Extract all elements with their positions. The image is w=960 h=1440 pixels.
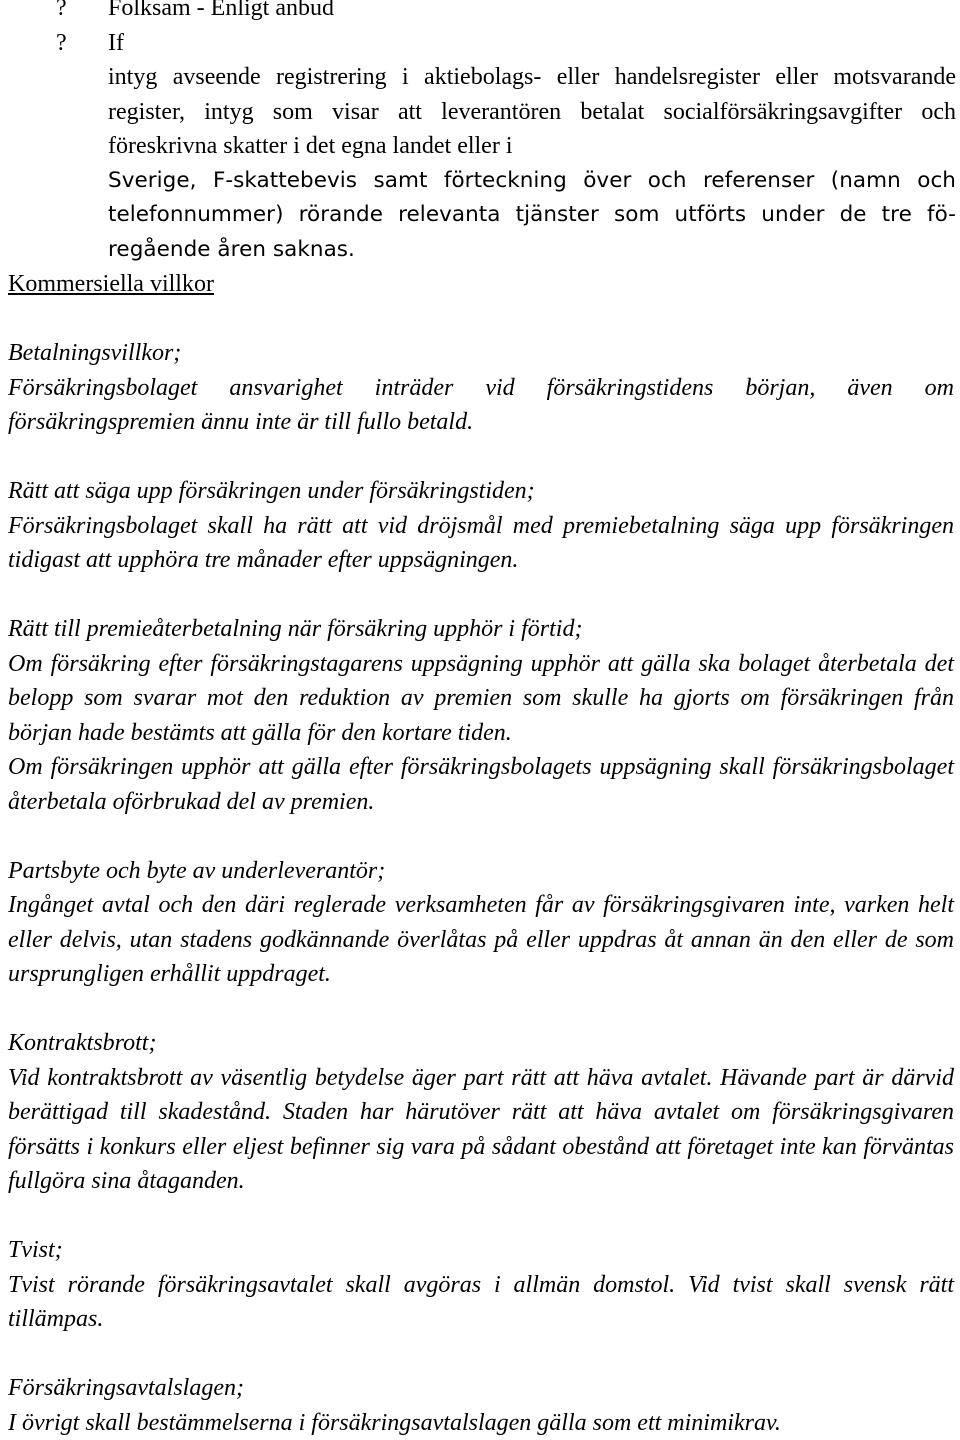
term-text-dispute: Tvist rörande försäkringsavtalet skall avgöras i allmän domstol. Vid tvist skall svensk rätt tillämpas. xyxy=(8,1271,954,1332)
bullet-glyph: ? xyxy=(56,0,67,21)
term-text-payment: Försäkringsbolaget ansvarighet inträder vid försäkringstidens början, även om försäkringspremien ännu inte är till fullo betald. xyxy=(8,374,954,435)
term-heading-dispute: Tvist; xyxy=(8,1237,63,1263)
term-heading-breach: Kontraktsbrott; xyxy=(8,1030,157,1056)
term-text-insurance-act: I övrigt skall bestämmelserna i försäkringsavtalslagen gälla som ett minimikrav. xyxy=(8,1409,781,1436)
commercial-terms xyxy=(0,267,960,1440)
term-text-refund: Om försäkring efter försäkringstagarens uppsägning upphör att gälla ska bolaget återbetala det belopp som svarar mot den reduktion av premien som skulle ha gjorts om försäkringen från början hade bestämts att gälla för den kortare tiden. xyxy=(8,650,954,746)
term-text-refund-2: Om försäkringen upphör att gälla efter försäkringsbolagets uppsägning skall försäkringsbolaget återbetala oförbrukad del av premien. xyxy=(8,754,954,815)
section-title: Kommersiella villkor xyxy=(8,271,214,297)
term-text-breach: Vid kontraktsbrott av väsentlig betydelse äger part rätt att häva avtalet. Hävande part är därvid berättigad till skadestånd. Staden har härutöver rätt att häva avtalet om försäkringsgivaren försätts i konkurs eller eljest befinner sig vara på sådant obestånd att företaget inte kan förväntas fullgöra sina åtaganden. xyxy=(8,1064,954,1194)
term-text-termination: Försäkringsbolaget skall ha rätt att vid dröjsmål med premiebetalning säga upp försäkringen tidigast att upphöra tre månader efter uppsägningen. xyxy=(8,512,954,573)
list-item-text: Folksam - Enligt anbud xyxy=(108,0,334,21)
term-heading-termination: Rätt att säga upp försäkringen under försäkringstiden; xyxy=(8,478,535,504)
list-item-detail-continued: Sverige, F-skattebevis samt förteckning över och referenser (namn och telefonnummer) rörande relevanta tjänster som utförts under de tre fö-regående åren saknas. xyxy=(108,167,956,262)
term-heading-refund: Rätt till premieåterbetalning när försäkring upphör i förtid; xyxy=(8,616,583,642)
list-item-folksam xyxy=(0,0,960,26)
term-text-assignment: Ingånget avtal och den däri reglerade verksamheten får av försäkringsgivaren inte, varken helt eller delvis, utan stadens godkännande överlåtas på eller uppdras åt annan än den eller de som ursprungligen erhållit uppdraget. xyxy=(8,892,954,987)
list-item-if xyxy=(0,26,960,268)
bullet-glyph: ? xyxy=(56,29,67,56)
term-heading-assignment: Partsbyte och byte av underleverantör; xyxy=(8,857,386,884)
list-item-text: If xyxy=(108,29,124,56)
list-item-detail: intyg avseende registrering i aktiebolags- eller handelsregister eller motsvarande register, intyg som visar att leverantören betalat socialförsäkringsavgifter och föreskrivna skatter i det egna landet eller i xyxy=(108,64,956,159)
term-heading-payment: Betalningsvillkor; xyxy=(8,340,182,366)
term-heading-insurance-act: Försäkringsavtalslagen; xyxy=(8,1375,244,1401)
